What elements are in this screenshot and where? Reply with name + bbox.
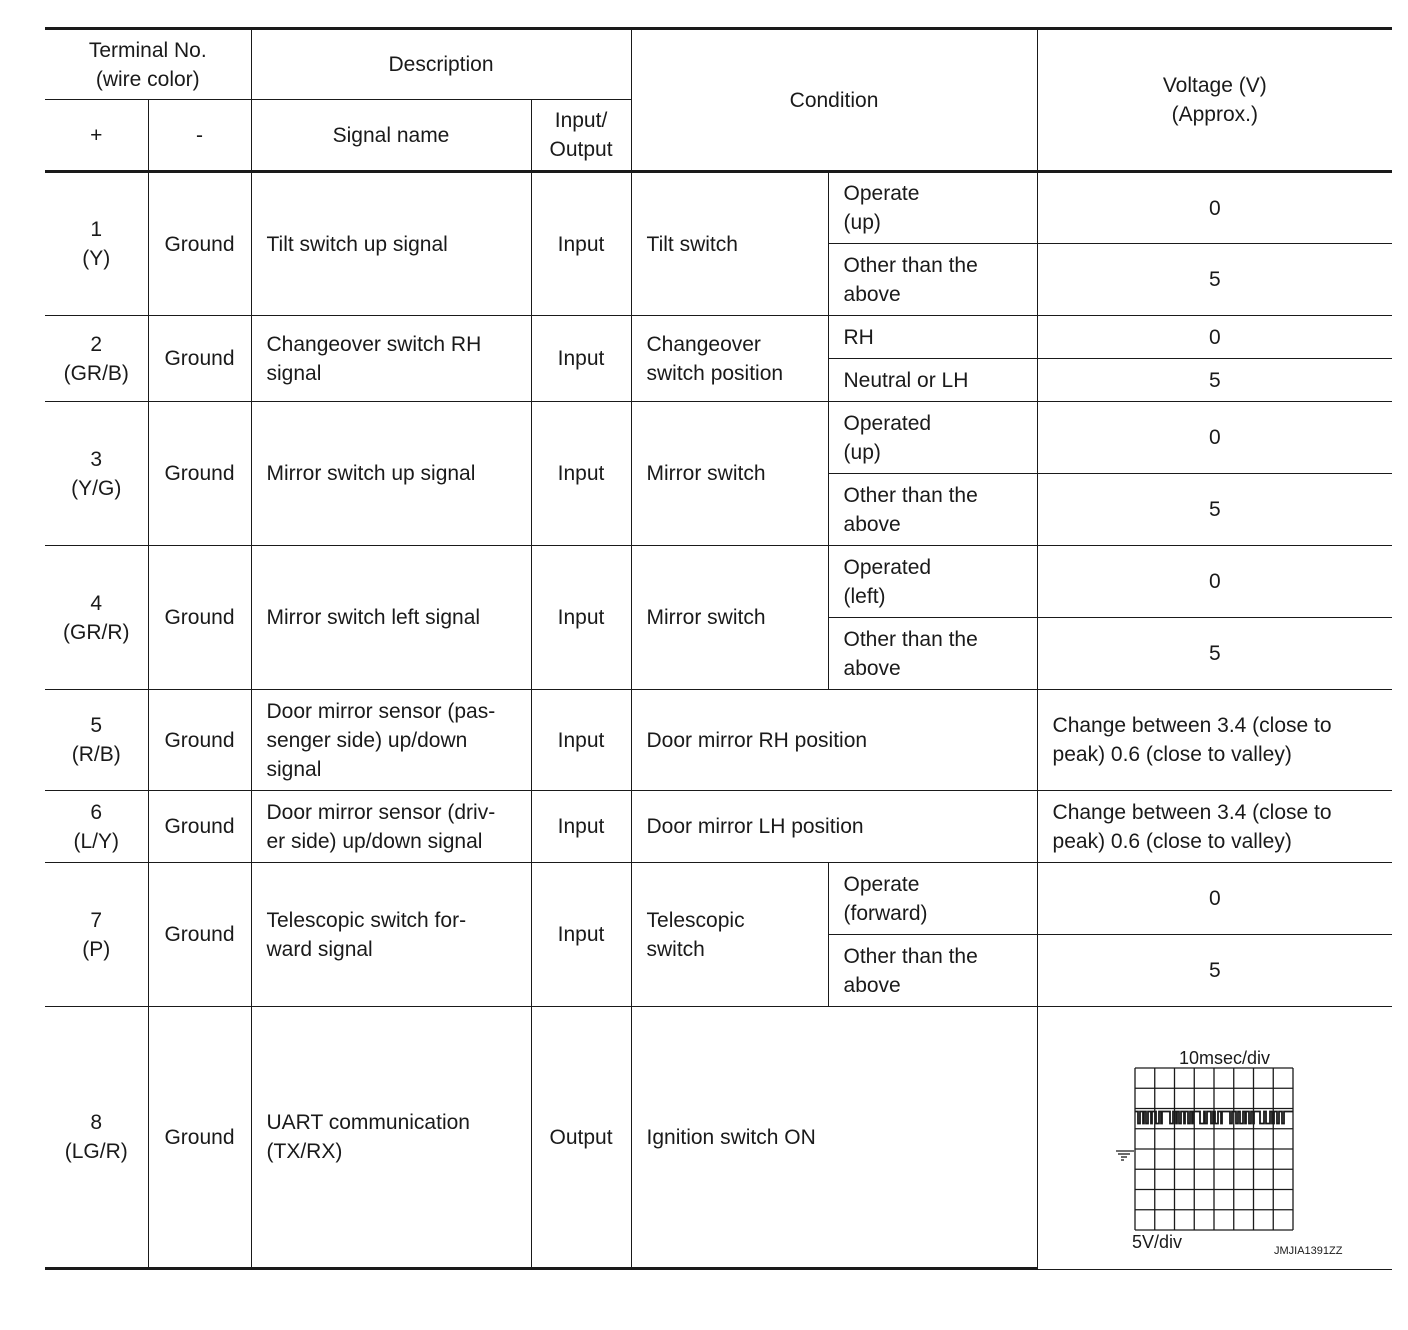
table-row [45,863,1392,935]
table-row [45,316,1392,359]
signal-name: UART communication (TX/RX) [251,1007,531,1269]
table-row [45,1007,1392,1269]
table-row [45,546,1392,618]
terminal-number: 2 (GR/B) [45,316,148,402]
input-output: Input [531,402,631,546]
sub-condition: Operate (forward) [828,863,1037,935]
signal-name: Door mirror sensor (pas- senger side) up/down signal [251,690,531,791]
table-row [45,690,1392,791]
figure-id-label: JMJIA1391ZZ [1273,1245,1342,1257]
header-input-output: Input/ Output [531,100,631,172]
terminal-number: 4 (GR/R) [45,546,148,690]
terminal-ground: Ground [148,172,251,316]
header-terminal-no: Terminal No. (wire color) [45,29,251,100]
signal-name: Mirror switch left signal [251,546,531,690]
voltage-value: 0 [1037,546,1392,618]
sub-condition: Operate (up) [828,172,1037,244]
terminal-number: 1 (Y) [45,172,148,316]
condition: Ignition switch ON [631,1007,1037,1269]
terminal-number: 3 (Y/G) [45,402,148,546]
voltage-value: 5 [1037,618,1392,690]
voltage-value: 5 [1037,474,1392,546]
input-output: Input [531,546,631,690]
voltage-value: 0 [1037,402,1392,474]
input-output: Input [531,690,631,791]
oscilloscope-waveform [1037,1007,1392,1269]
input-output: Output [531,1007,631,1269]
voltage-value: 5 [1037,359,1392,402]
terminal-number: 6 (L/Y) [45,791,148,863]
condition: Tilt switch [631,172,828,316]
voltage-value: Change between 3.4 (close to peak) 0.6 (close to valley) [1037,791,1392,863]
signal-name: Tilt switch up signal [251,172,531,316]
terminal-ground: Ground [148,1007,251,1269]
time-division-label: 10msec/div [1178,1048,1270,1068]
input-output: Input [531,863,631,1007]
condition: Door mirror RH position [631,690,1037,791]
header-signal-name: Signal name [251,100,531,172]
input-output: Input [531,316,631,402]
terminal-ground: Ground [148,863,251,1007]
sub-condition: Other than the above [828,935,1037,1007]
terminal-ground: Ground [148,690,251,791]
terminal-ground: Ground [148,791,251,863]
condition: Door mirror LH position [631,791,1037,863]
sub-condition: Operated (left) [828,546,1037,618]
table-row [45,402,1392,474]
signal-name: Changeover switch RH signal [251,316,531,402]
condition: Telescopic switch [631,863,828,1007]
signal-name: Mirror switch up signal [251,402,531,546]
volt-division-label: 5V/div [1131,1232,1182,1252]
header-condition: Condition [631,29,1037,172]
terminal-number: 5 (R/B) [45,690,148,791]
terminal-ground: Ground [148,402,251,546]
condition: Mirror switch [631,402,828,546]
sub-condition: Other than the above [828,244,1037,316]
header-description: Description [251,29,631,100]
sub-condition: Neutral or LH [828,359,1037,402]
sub-condition: Operated (up) [828,402,1037,474]
signal-name: Door mirror sensor (driv- er side) up/down signal [251,791,531,863]
terminal-ground: Ground [148,546,251,690]
voltage-value: 5 [1037,935,1392,1007]
input-output: Input [531,791,631,863]
header-plus: + [45,100,148,172]
signal-name: Telescopic switch for- ward signal [251,863,531,1007]
voltage-value: 0 [1037,172,1392,244]
condition: Mirror switch [631,546,828,690]
header-minus: - [148,100,251,172]
terminal-table [45,27,1392,1270]
oscilloscope-figure [1038,1007,1393,1269]
voltage-value: Change between 3.4 (close to peak) 0.6 (close to valley) [1037,690,1392,791]
condition: Changeover switch position [631,316,828,402]
input-output: Input [531,172,631,316]
voltage-value: 5 [1037,244,1392,316]
sub-condition: Other than the above [828,474,1037,546]
header-voltage: Voltage (V) (Approx.) [1037,29,1392,172]
sub-condition: RH [828,316,1037,359]
voltage-value: 0 [1037,863,1392,935]
table-row [45,791,1392,863]
terminal-number: 7 (P) [45,863,148,1007]
table-row [45,172,1392,244]
terminal-ground: Ground [148,316,251,402]
sub-condition: Other than the above [828,618,1037,690]
terminal-number: 8 (LG/R) [45,1007,148,1269]
voltage-value: 0 [1037,316,1392,359]
